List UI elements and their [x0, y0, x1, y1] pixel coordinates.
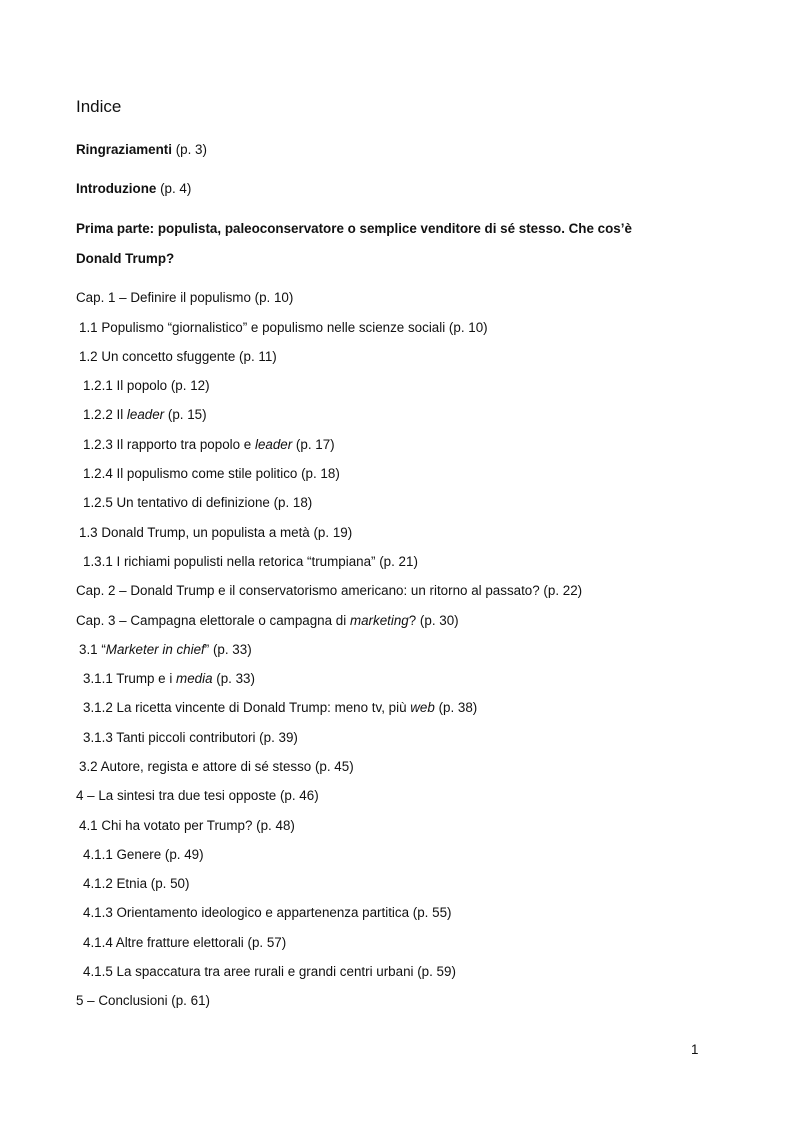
- toc-section-4-1: 4.1 Chi ha votato per Trump? (p. 48): [79, 818, 295, 833]
- toc-entry-page-ref: (p. 4): [156, 181, 192, 196]
- toc-subsection-4-1-1: 4.1.1 Genere (p. 49): [83, 847, 204, 862]
- toc-subsection-4-1-5: 4.1.5 La spaccatura tra aree rurali e grandi centri urbani (p. 59): [83, 964, 456, 979]
- toc-subsection-3-1-3: 3.1.3 Tanti piccoli contributori (p. 39): [83, 730, 298, 745]
- toc-chapter-1: Cap. 1 – Definire il populismo (p. 10): [76, 290, 294, 305]
- toc-entry-ringraziamenti: [76, 141, 207, 159]
- toc-chapter-5: 5 – Conclusioni (p. 61): [76, 993, 210, 1008]
- toc-section-3-2: 3.2 Autore, regista e attore di sé stesso (p. 45): [79, 759, 354, 774]
- part-one-heading-line1: Prima parte: populista, paleoconservatore o semplice venditore di sé stesso. Che cos’è: [76, 221, 632, 236]
- toc-chapter-4: 4 – La sintesi tra due tesi opposte (p. 46): [76, 788, 319, 803]
- toc-entry-page-ref: (p. 3): [171, 142, 207, 157]
- page-title: Indice: [76, 97, 122, 116]
- page-number: 1: [691, 1042, 699, 1057]
- toc-entry-introduzione: [76, 180, 191, 198]
- toc-subsection-3-1-2: 3.1.2 La ricetta vincente di Donald Trump: meno tv, più web (p. 38): [83, 700, 478, 715]
- toc-section-1-2: 1.2 Un concetto sfuggente (p. 11): [79, 349, 277, 364]
- toc-subsection-3-1-1: 3.1.1 Trump e i media (p. 33): [83, 671, 255, 686]
- toc-subsection-1-2-5: 1.2.5 Un tentativo di definizione (p. 18): [83, 495, 313, 510]
- toc-subsection-4-1-4: 4.1.4 Altre fratture elettorali (p. 57): [83, 935, 287, 950]
- toc-section-1-1: 1.1 Populismo “giornalistico” e populismo nelle scienze sociali (p. 10): [79, 320, 488, 335]
- toc-section-3-1: 3.1 “Marketer in chief” (p. 33): [79, 642, 252, 657]
- part-one-heading-line2: Donald Trump?: [76, 251, 175, 266]
- toc-subsection-1-3-1: 1.3.1 I richiami populisti nella retorica “trumpiana” (p. 21): [83, 554, 418, 569]
- toc-subsection-1-2-1: 1.2.1 Il popolo (p. 12): [83, 378, 210, 393]
- toc-section-1-3: 1.3 Donald Trump, un populista a metà (p. 19): [79, 525, 353, 540]
- toc-subsection-1-2-3: 1.2.3 Il rapporto tra popolo e leader (p. 17): [83, 437, 335, 452]
- toc-chapter-2: Cap. 2 – Donald Trump e il conservatorismo americano: un ritorno al passato? (p. 22): [76, 583, 583, 598]
- toc-entry-label: Ringraziamenti: [76, 142, 172, 157]
- toc-subsection-4-1-3: 4.1.3 Orientamento ideologico e appartenenza partitica (p. 55): [83, 905, 452, 920]
- toc-subsection-1-2-4: 1.2.4 Il populismo come stile politico (p. 18): [83, 466, 340, 481]
- toc-chapter-3: Cap. 3 – Campagna elettorale o campagna di marketing? (p. 30): [76, 613, 459, 628]
- toc-subsection-4-1-2: 4.1.2 Etnia (p. 50): [83, 876, 190, 891]
- toc-subsection-1-2-2: 1.2.2 Il leader (p. 15): [83, 407, 207, 422]
- toc-entry-label: Introduzione: [76, 181, 157, 196]
